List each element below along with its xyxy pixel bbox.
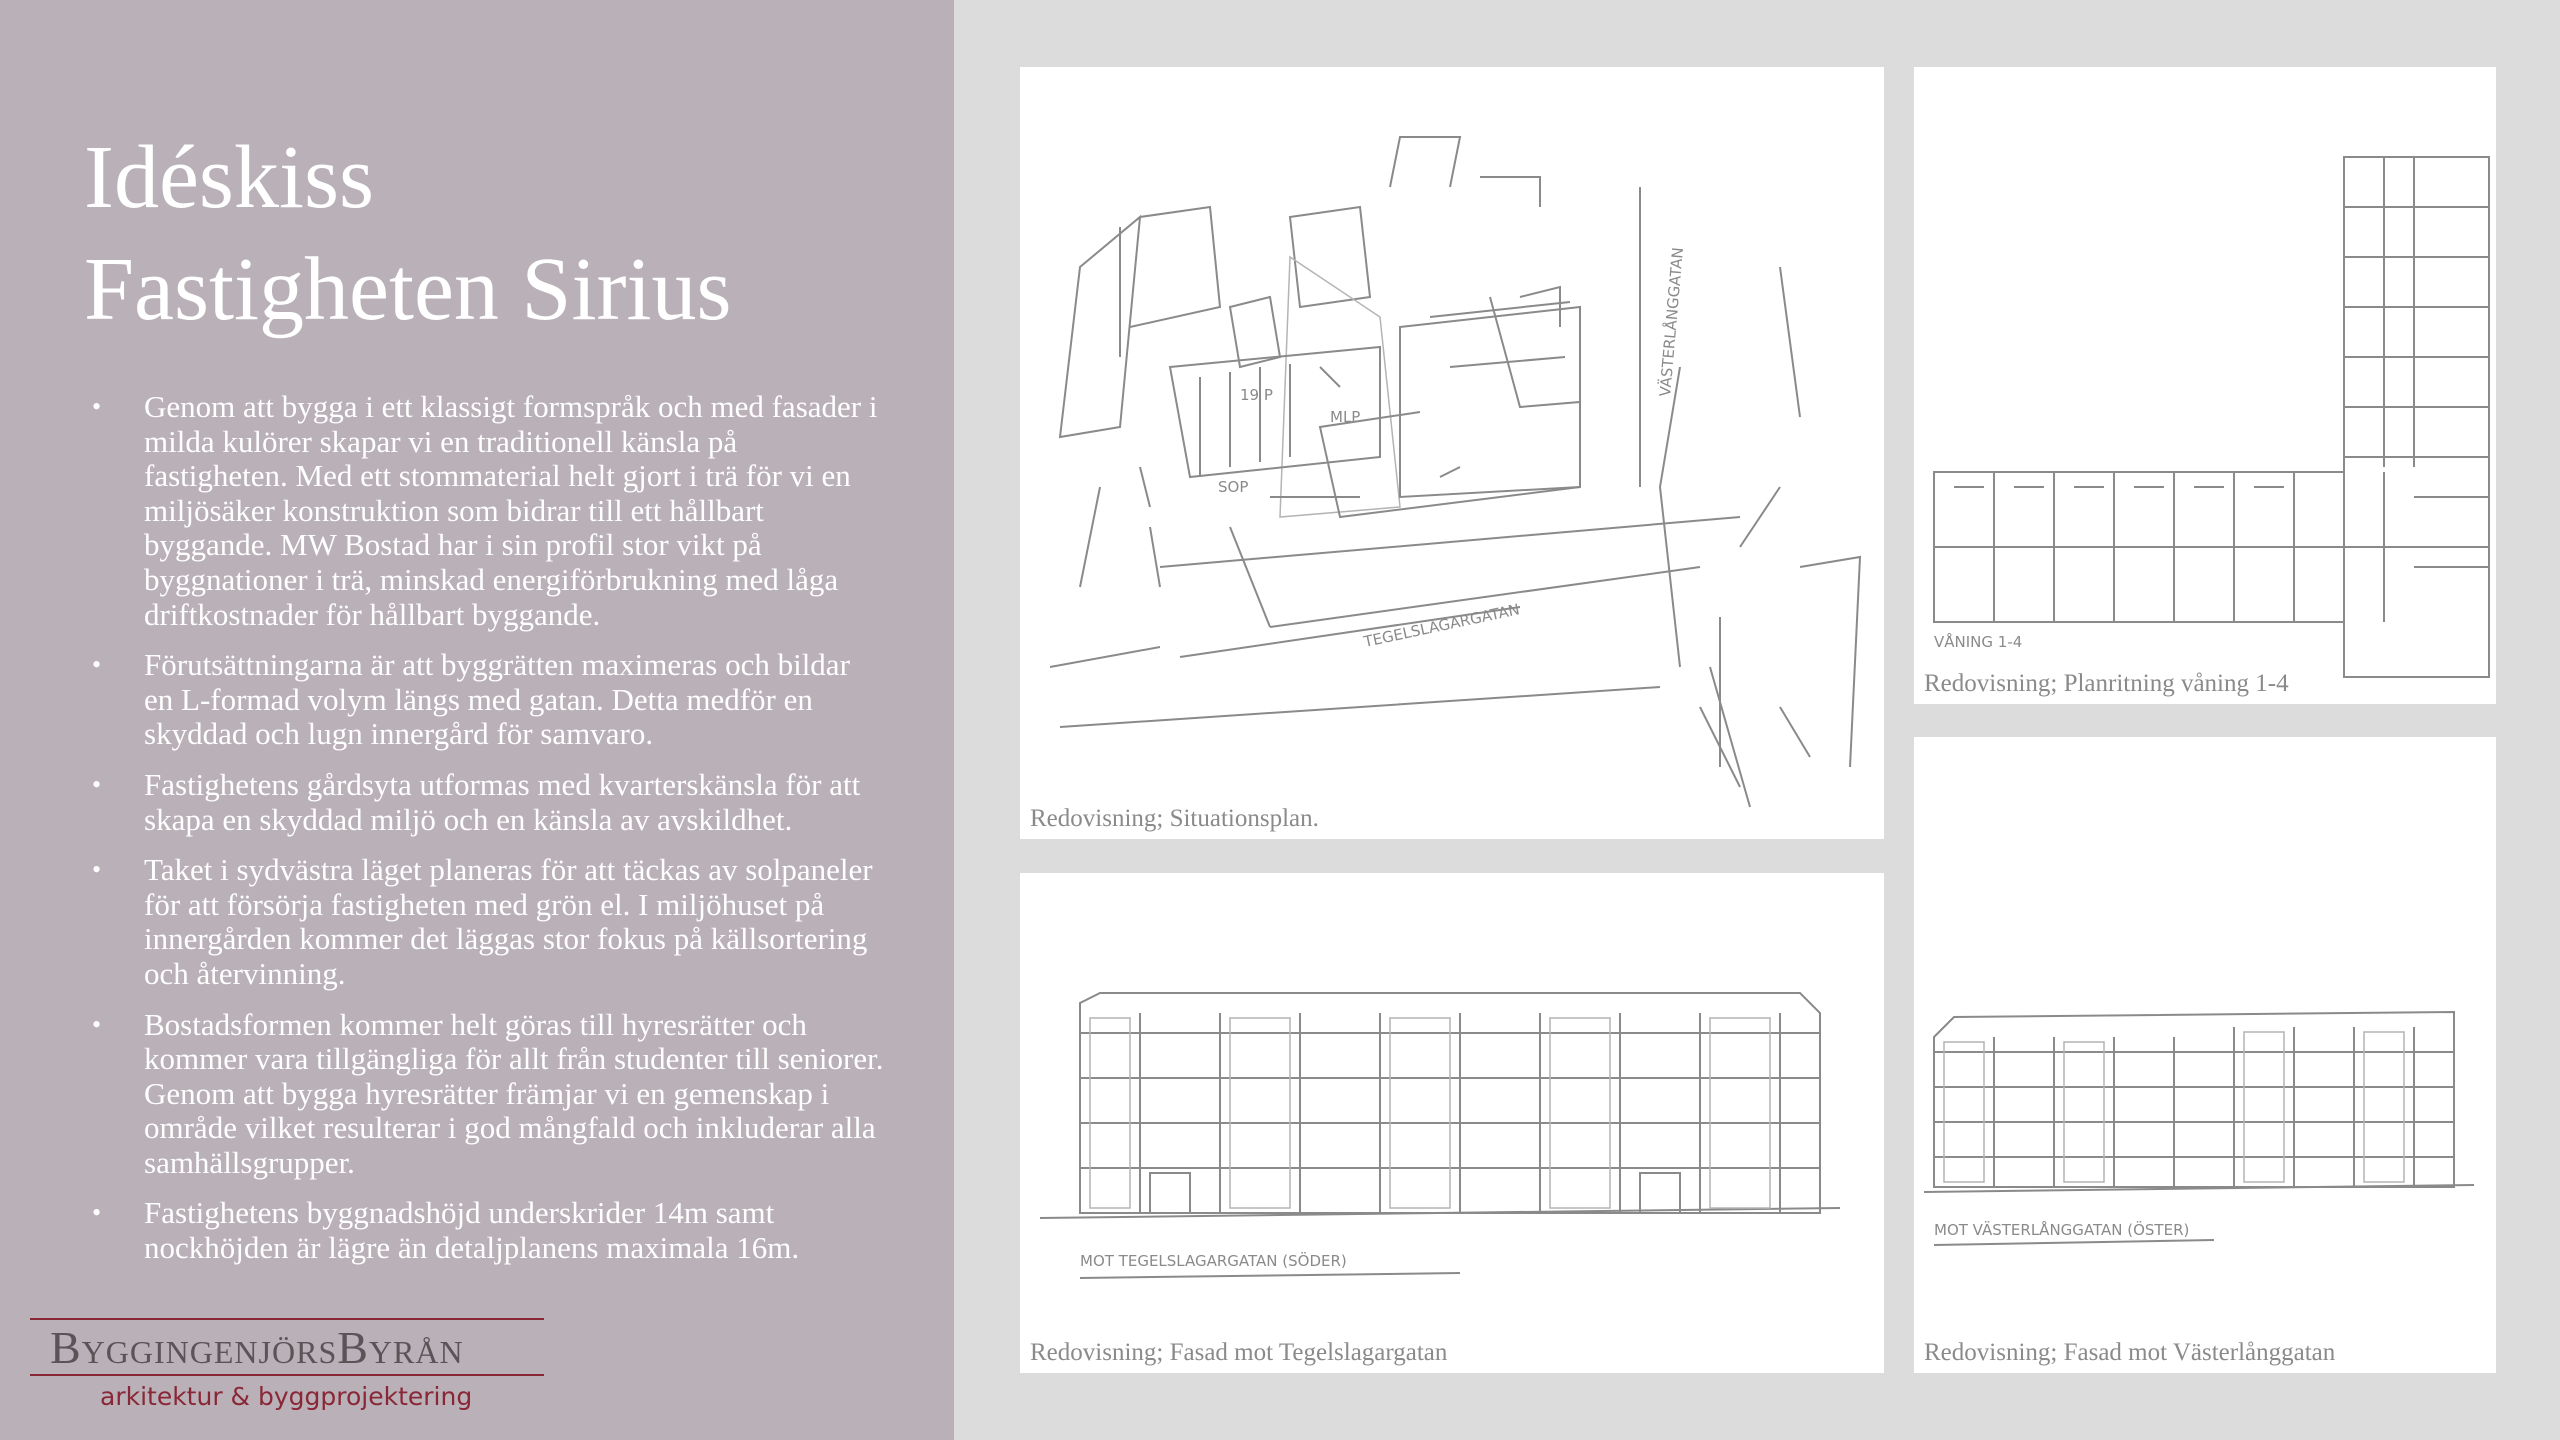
street-label-tegelslagargatan: TEGELSLAGARGATAN <box>1362 600 1522 651</box>
facade-east-label: MOT VÄSTERLÅNGGATAN (ÖSTER) <box>1934 1221 2190 1239</box>
facade-east-card <box>1914 737 2496 1373</box>
bullet-list <box>84 390 884 1282</box>
list-item <box>84 853 884 991</box>
parking-label: 19 P <box>1240 386 1273 404</box>
bullet-text: Bostadsformen kommer helt göras till hyresrätter och kommer vara tillgängliga för allt från studenter till seniorer. Genom att bygga hyresrätter främjar vi en gemenskap i område vilket resulterar i god mångfald och inkluderar alla samhällsgrupper. <box>144 1006 884 1180</box>
bullet-text: Fastighetens byggnadshöjd underskrider 14m samt nockhöjden är lägre än detaljplanens maximala 16m. <box>144 1195 800 1266</box>
facade-east-caption: Redovisning; Fasad mot Västerlånggatan <box>1924 1339 2336 1366</box>
bullet-text: Genom att bygga i ett klassigt formspråk och med fasader i milda kulörer skapar vi en traditionell känsla på fastigheten. Med ett stommaterial helt gjort i trä för vi en miljösäker konstruktion som bidrar till ett hållbart byggande. MW Bostad har i sin profil stor vikt på byggnationer i trä, minskad energiförbrukning med låga driftkostnader för hållbart byggande. <box>144 389 878 632</box>
bullet-dot: • <box>92 1198 102 1228</box>
facade-south-sketch <box>1020 873 1884 1373</box>
floor-plan-card <box>1914 67 2496 704</box>
bullet-dot: • <box>92 769 102 799</box>
left-text-panel <box>0 0 954 1440</box>
bullet-dot: • <box>92 650 102 680</box>
bullet-text: Förutsättningarna är att byggrätten maximeras och bildar en L-formad volym längs med gatan. Detta medför en skyddad och lugn innergård för samvaro. <box>144 647 850 752</box>
bullet-dot: • <box>92 855 102 885</box>
logo-tagline: arkitektur & byggprojektering <box>100 1382 473 1411</box>
company-logo <box>30 1318 544 1418</box>
facade-east-sketch <box>1914 737 2496 1373</box>
logo-rule-top <box>30 1318 544 1320</box>
street-label-vasterlanggatan: VÄSTERLÅNGGATAN <box>1656 246 1688 398</box>
floor-plan-sketch <box>1914 67 2496 704</box>
page-title <box>84 122 924 346</box>
bullet-text: Fastighetens gårdsyta utformas med kvarterskänsla för att skapa en skyddad miljö och en känsla av avskildhet. <box>144 766 861 837</box>
situation-plan-caption: Redovisning; Situationsplan. <box>1030 805 1319 832</box>
list-item <box>84 768 884 837</box>
logo-name: ByggingenjörsByrån <box>50 1322 464 1373</box>
logo-rule-bottom <box>30 1374 544 1376</box>
bullet-dot: • <box>92 392 102 421</box>
floor-plan-caption: Redovisning; Planritning våning 1-4 <box>1924 670 2289 697</box>
title-line-2: Fastigheten Sirius <box>84 240 732 339</box>
mlp-label: MLP <box>1330 408 1361 426</box>
bullet-dot: • <box>92 1009 102 1039</box>
list-item <box>84 390 884 632</box>
title-line-1: Idéskiss <box>84 128 374 227</box>
sop-label: SOP <box>1218 478 1249 496</box>
facade-south-label: MOT TEGELSLAGARGATAN (SÖDER) <box>1080 1252 1347 1270</box>
bullet-text: Taket i sydvästra läget planeras för att täckas av solpaneler för att försörja fastigheten med grön el. I miljöhuset på innergården kommer det läggas stor fokus på källsortering och återvinning. <box>144 852 873 991</box>
situation-plan-card <box>1020 67 1884 839</box>
facade-south-caption: Redovisning; Fasad mot Tegelslagargatan <box>1030 1339 1448 1366</box>
list-item <box>84 648 884 752</box>
floor-plan-level-label: VÅNING 1-4 <box>1934 633 2023 651</box>
list-item <box>84 1008 884 1181</box>
facade-south-card <box>1020 873 1884 1373</box>
list-item <box>84 1196 884 1265</box>
situation-plan-sketch <box>1020 67 1884 839</box>
